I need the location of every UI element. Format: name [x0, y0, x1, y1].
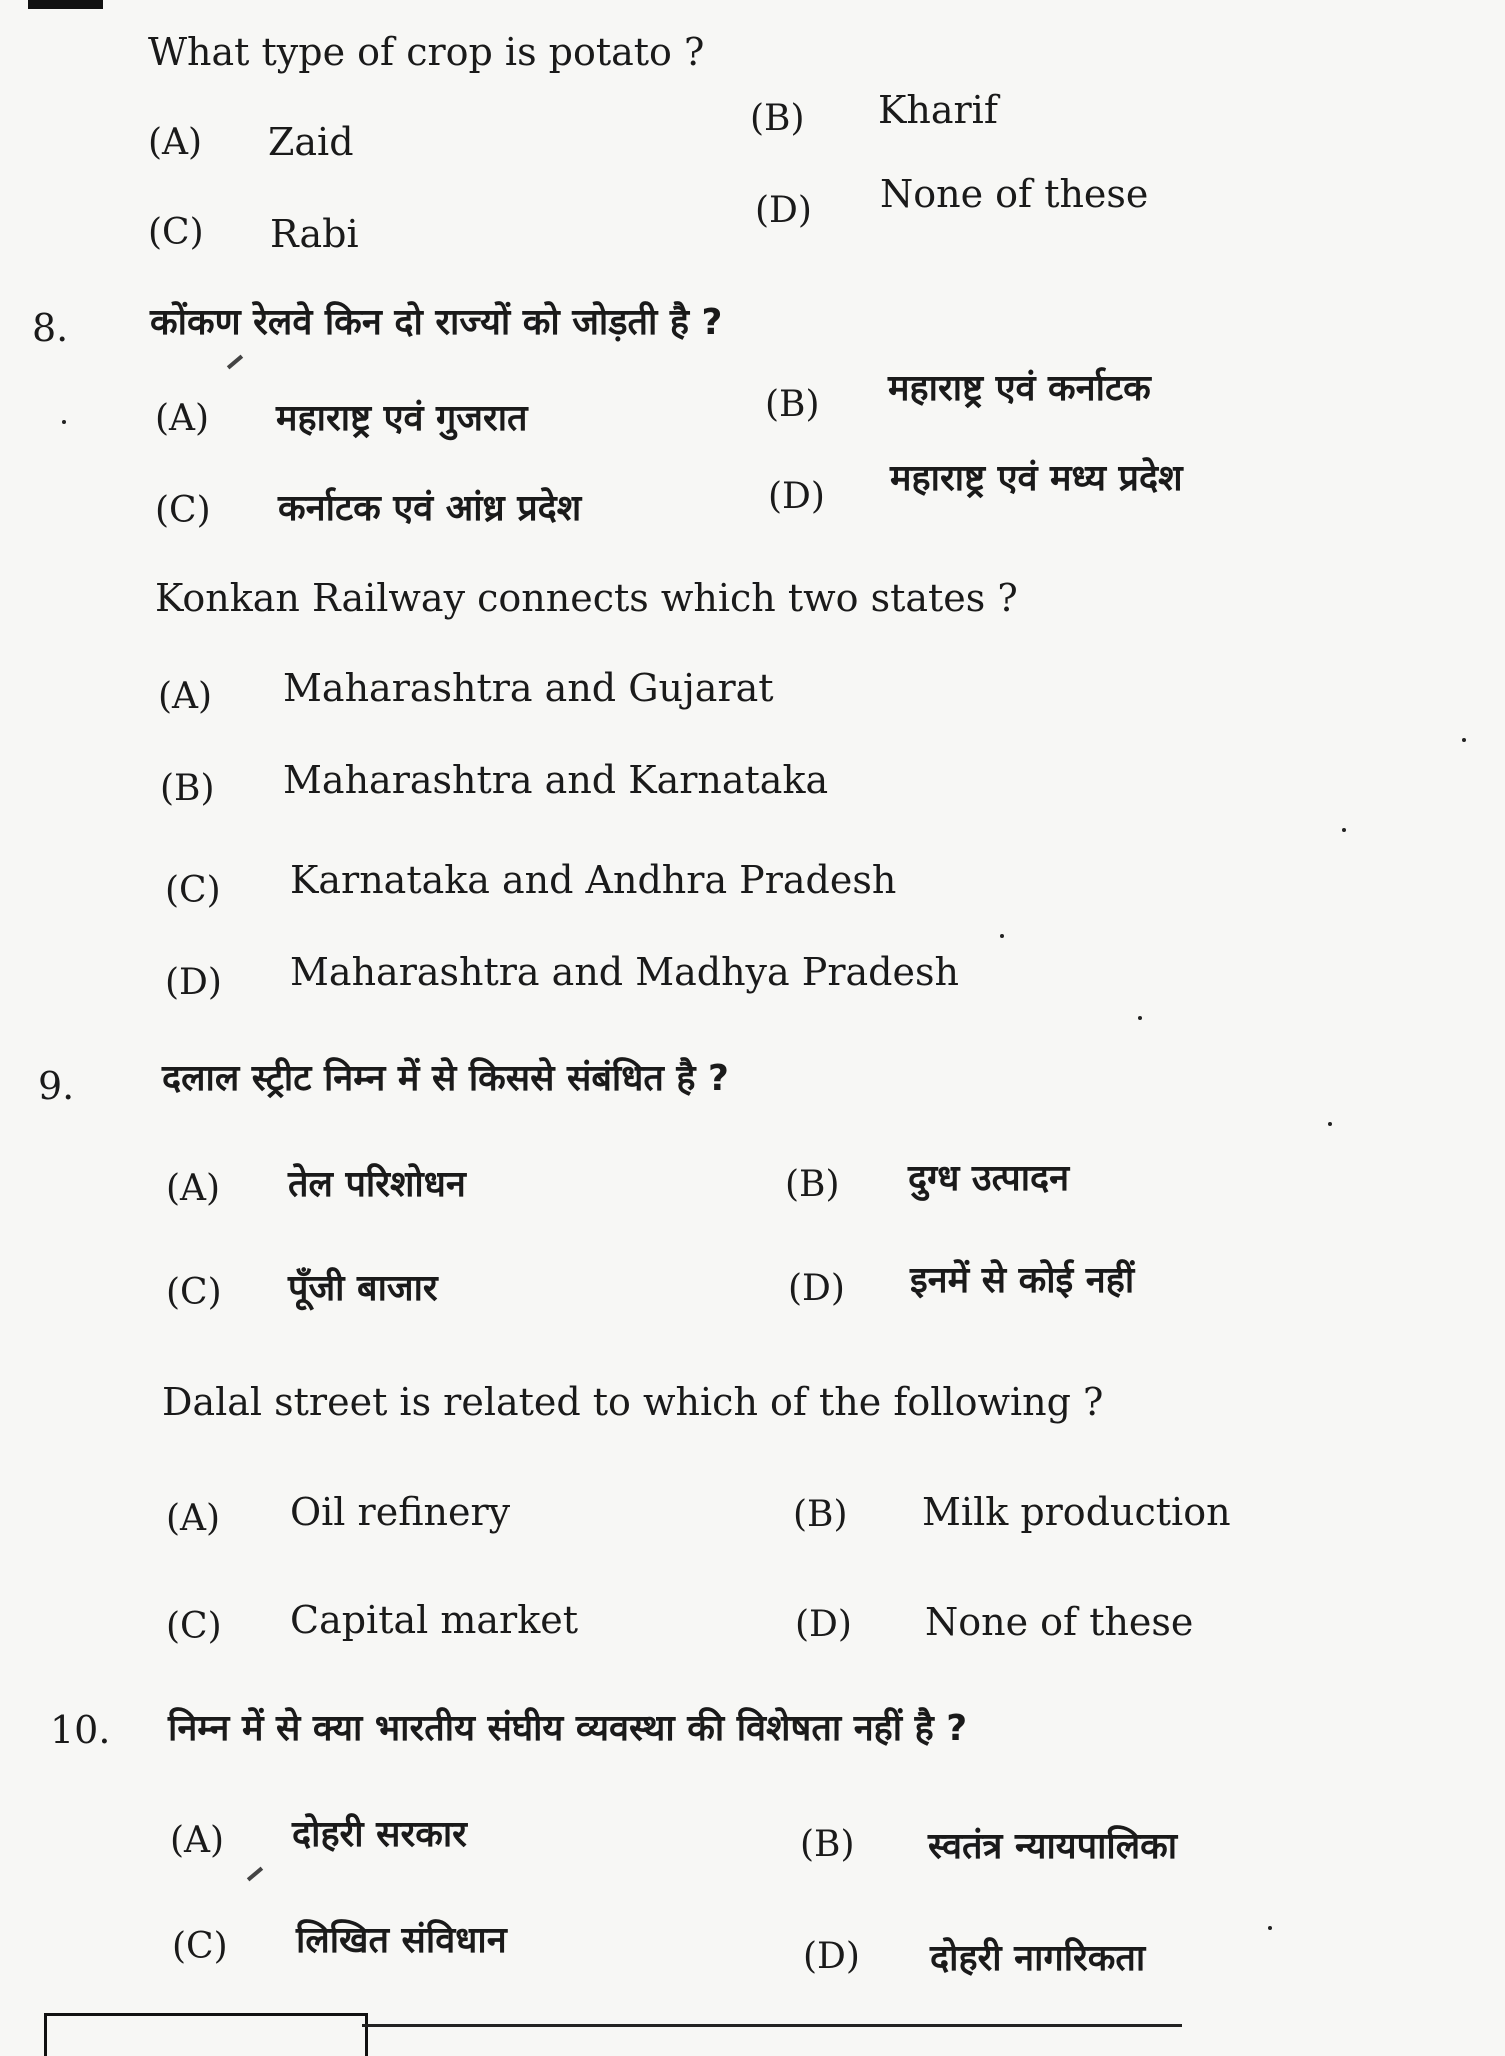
- q7-option-d-text: None of these: [880, 172, 1149, 216]
- q9-hindi-option-d-text: इनमें से कोई नहीं: [910, 1260, 1135, 1301]
- q8-english-option-c-letter: (C): [165, 870, 221, 911]
- q8-hindi-option-d-text: महाराष्ट्र एवं मध्य प्रदेश: [890, 458, 1183, 499]
- scan-speck: [1138, 1016, 1142, 1020]
- q8-hindi-text: कोंकण रेलवे किन दो राज्यों को जोड़ती है ?: [150, 302, 723, 343]
- q8-english-option-c-text: Karnataka and Andhra Pradesh: [290, 858, 897, 902]
- footer-rule: [362, 2024, 1182, 2027]
- q10-hindi-text: निम्न में से क्या भारतीय संघीय व्यवस्था की विशेषता नहीं है ?: [168, 1708, 968, 1749]
- q9-hindi-option-c-text: पूँजी बाजार: [288, 1268, 438, 1309]
- q9-english-text: Dalal street is related to which of the following ?: [162, 1380, 1104, 1424]
- q9-hindi-text: दलाल स्ट्रीट निम्न में से किससे संबंधित है ?: [162, 1058, 729, 1099]
- q10-hindi-option-c-letter: (C): [172, 1926, 228, 1967]
- q9-hindi-option-b-letter: (B): [785, 1164, 840, 1205]
- q8-english-text: Konkan Railway connects which two states ?: [155, 576, 1018, 620]
- q8-hindi-option-c-text: कर्नाटक एवं आंध्र प्रदेश: [278, 488, 582, 529]
- q9-hindi-option-c-letter: (C): [166, 1272, 222, 1313]
- q10-hindi-option-a-letter: (A): [170, 1820, 225, 1861]
- q8-english-option-a-text: Maharashtra and Gujarat: [283, 666, 774, 710]
- q10-hindi-option-d-letter: (D): [803, 1936, 860, 1977]
- q10-hindi-option-b-text: स्वतंत्र न्यायपालिका: [928, 1826, 1178, 1867]
- q10-hindi-option-b-letter: (B): [800, 1824, 855, 1865]
- q9-english-option-b-letter: (B): [793, 1494, 848, 1535]
- q7-option-d-letter: (D): [755, 190, 812, 231]
- scan-speck: [1328, 1122, 1332, 1126]
- q8-hindi-option-b-letter: (B): [765, 384, 820, 425]
- q7-option-a-letter: (A): [148, 122, 203, 163]
- q7-english-text: What type of crop is potato ?: [148, 30, 705, 74]
- q8-english-option-d-letter: (D): [165, 962, 222, 1003]
- scan-speck: [1462, 738, 1466, 742]
- q7-option-c-text: Rabi: [270, 212, 359, 256]
- q9-hindi-option-b-text: दुग्ध उत्पादन: [908, 1158, 1070, 1199]
- q8-hindi-option-d-letter: (D): [768, 476, 825, 517]
- q9-english-option-c-letter: (C): [166, 1606, 222, 1647]
- q7-option-b-letter: (B): [750, 98, 805, 139]
- q8-hindi-option-b-text: महाराष्ट्र एवं कर्नाटक: [888, 368, 1151, 409]
- q8-hindi-option-a-letter: (A): [155, 398, 210, 439]
- q9-number: 9.: [38, 1064, 75, 1108]
- q7-option-a-text: Zaid: [268, 120, 354, 164]
- q7-option-b-text: Kharif: [878, 88, 998, 132]
- q9-english-option-b-text: Milk production: [922, 1490, 1231, 1534]
- q8-english-option-d-text: Maharashtra and Madhya Pradesh: [290, 950, 959, 994]
- q8-english-option-a-letter: (A): [158, 676, 213, 717]
- q9-english-option-a-letter: (A): [166, 1498, 221, 1539]
- pen-mark: [227, 355, 243, 370]
- q9-english-option-d-text: None of these: [925, 1600, 1194, 1644]
- page-corner-mark: [28, 0, 103, 9]
- q8-english-option-b-text: Maharashtra and Karnataka: [283, 758, 829, 802]
- pen-mark: [247, 1867, 263, 1882]
- q9-hindi-option-a-text: तेल परिशोधन: [288, 1164, 466, 1205]
- scan-speck: [1342, 828, 1346, 832]
- q9-hindi-option-d-letter: (D): [788, 1268, 845, 1309]
- scan-speck: [1000, 934, 1004, 938]
- q8-english-option-b-letter: (B): [160, 768, 215, 809]
- q8-hindi-option-a-text: महाराष्ट्र एवं गुजरात: [276, 398, 528, 439]
- scan-speck: [1268, 1926, 1272, 1930]
- q9-english-option-d-letter: (D): [795, 1604, 852, 1645]
- q8-hindi-option-c-letter: (C): [155, 490, 211, 531]
- q8-number: 8.: [32, 306, 69, 350]
- q9-english-option-c-text: Capital market: [290, 1598, 579, 1642]
- q10-number: 10.: [50, 1708, 111, 1752]
- q10-hindi-option-d-text: दोहरी नागरिकता: [930, 1938, 1146, 1979]
- scan-speck: [62, 420, 66, 424]
- footer-code-box: [44, 2013, 368, 2056]
- q10-hindi-option-c-text: लिखित संविधान: [296, 1920, 507, 1961]
- q7-option-c-letter: (C): [148, 212, 204, 253]
- q9-english-option-a-text: Oil refinery: [290, 1490, 511, 1534]
- q10-hindi-option-a-text: दोहरी सरकार: [292, 1814, 467, 1855]
- q9-hindi-option-a-letter: (A): [166, 1168, 221, 1209]
